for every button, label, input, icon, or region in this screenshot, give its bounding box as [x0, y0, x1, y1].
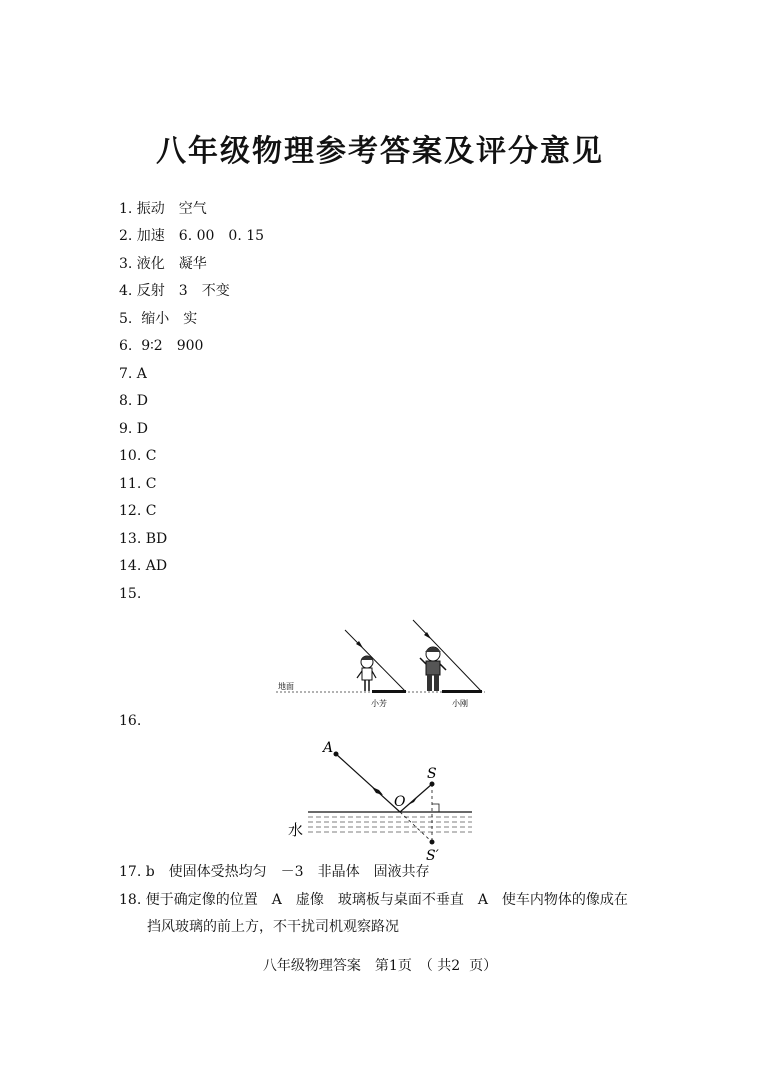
person-xiaogang-icon — [420, 647, 446, 691]
light-ray-2 — [413, 620, 482, 692]
answer-13: 13. BD — [119, 531, 168, 547]
answer-2: 2. 加速 6. 00 0. 15 — [119, 228, 265, 244]
label-O: O — [394, 794, 406, 810]
answer-5: 5. 缩小 实 — [119, 311, 198, 327]
shadow-1 — [372, 690, 406, 693]
person-xiaofang-icon — [357, 656, 376, 691]
reflected-ray — [336, 754, 400, 812]
answer-1: 1. 振动 空气 — [119, 201, 207, 217]
figure-15-shadows — [270, 614, 490, 712]
water-label: 水 — [288, 821, 304, 839]
answer-4: 4. 反射 3 不变 — [119, 283, 230, 299]
figure-16-reflection — [280, 736, 480, 864]
page-title: 八年级物理参考答案及评分意见 — [156, 134, 604, 169]
answer-17: 17. b 使固体受热均匀 －3 非晶体 固液共存 — [119, 864, 430, 880]
answer-15: 15. — [119, 586, 142, 602]
shadow-2 — [442, 690, 482, 693]
answer-16: 16. — [119, 713, 142, 729]
ground-label: 地面 — [278, 682, 294, 691]
answer-3: 3. 液化 凝华 — [119, 256, 207, 272]
answer-11: 11. C — [119, 476, 157, 492]
right-angle-mark — [432, 804, 439, 812]
answer-14: 14. AD — [119, 558, 168, 574]
point-S-prime — [430, 840, 435, 845]
person2-label: 小刚 — [452, 699, 468, 708]
person1-label: 小芳 — [371, 699, 387, 708]
label-A: A — [323, 740, 334, 756]
answer-12: 12. C — [119, 503, 157, 519]
answer-18: 18. 便于确定像的位置 A 虚像 玻璃板与桌面不垂直 A 使车内物体的像成在 — [119, 892, 628, 908]
answer-10: 10. C — [119, 448, 157, 464]
answer-6: 6. 9∶2 900 — [119, 338, 204, 354]
label-S-prime: S′ — [426, 848, 439, 864]
label-S: S — [427, 766, 437, 782]
answer-8: 8. D — [119, 393, 149, 409]
point-A — [334, 752, 339, 757]
answer-7: 7. A — [119, 366, 147, 382]
answer-9: 9. D — [119, 421, 149, 437]
page-footer: 八年级物理答案 第1页 （ 共2 页） — [262, 958, 498, 974]
light-ray-1 — [345, 630, 406, 692]
answer-18-continued: 挡风玻璃的前上方，不干扰司机观察路况 — [147, 919, 399, 935]
point-S — [430, 782, 435, 787]
reflected-arrow — [372, 787, 383, 795]
